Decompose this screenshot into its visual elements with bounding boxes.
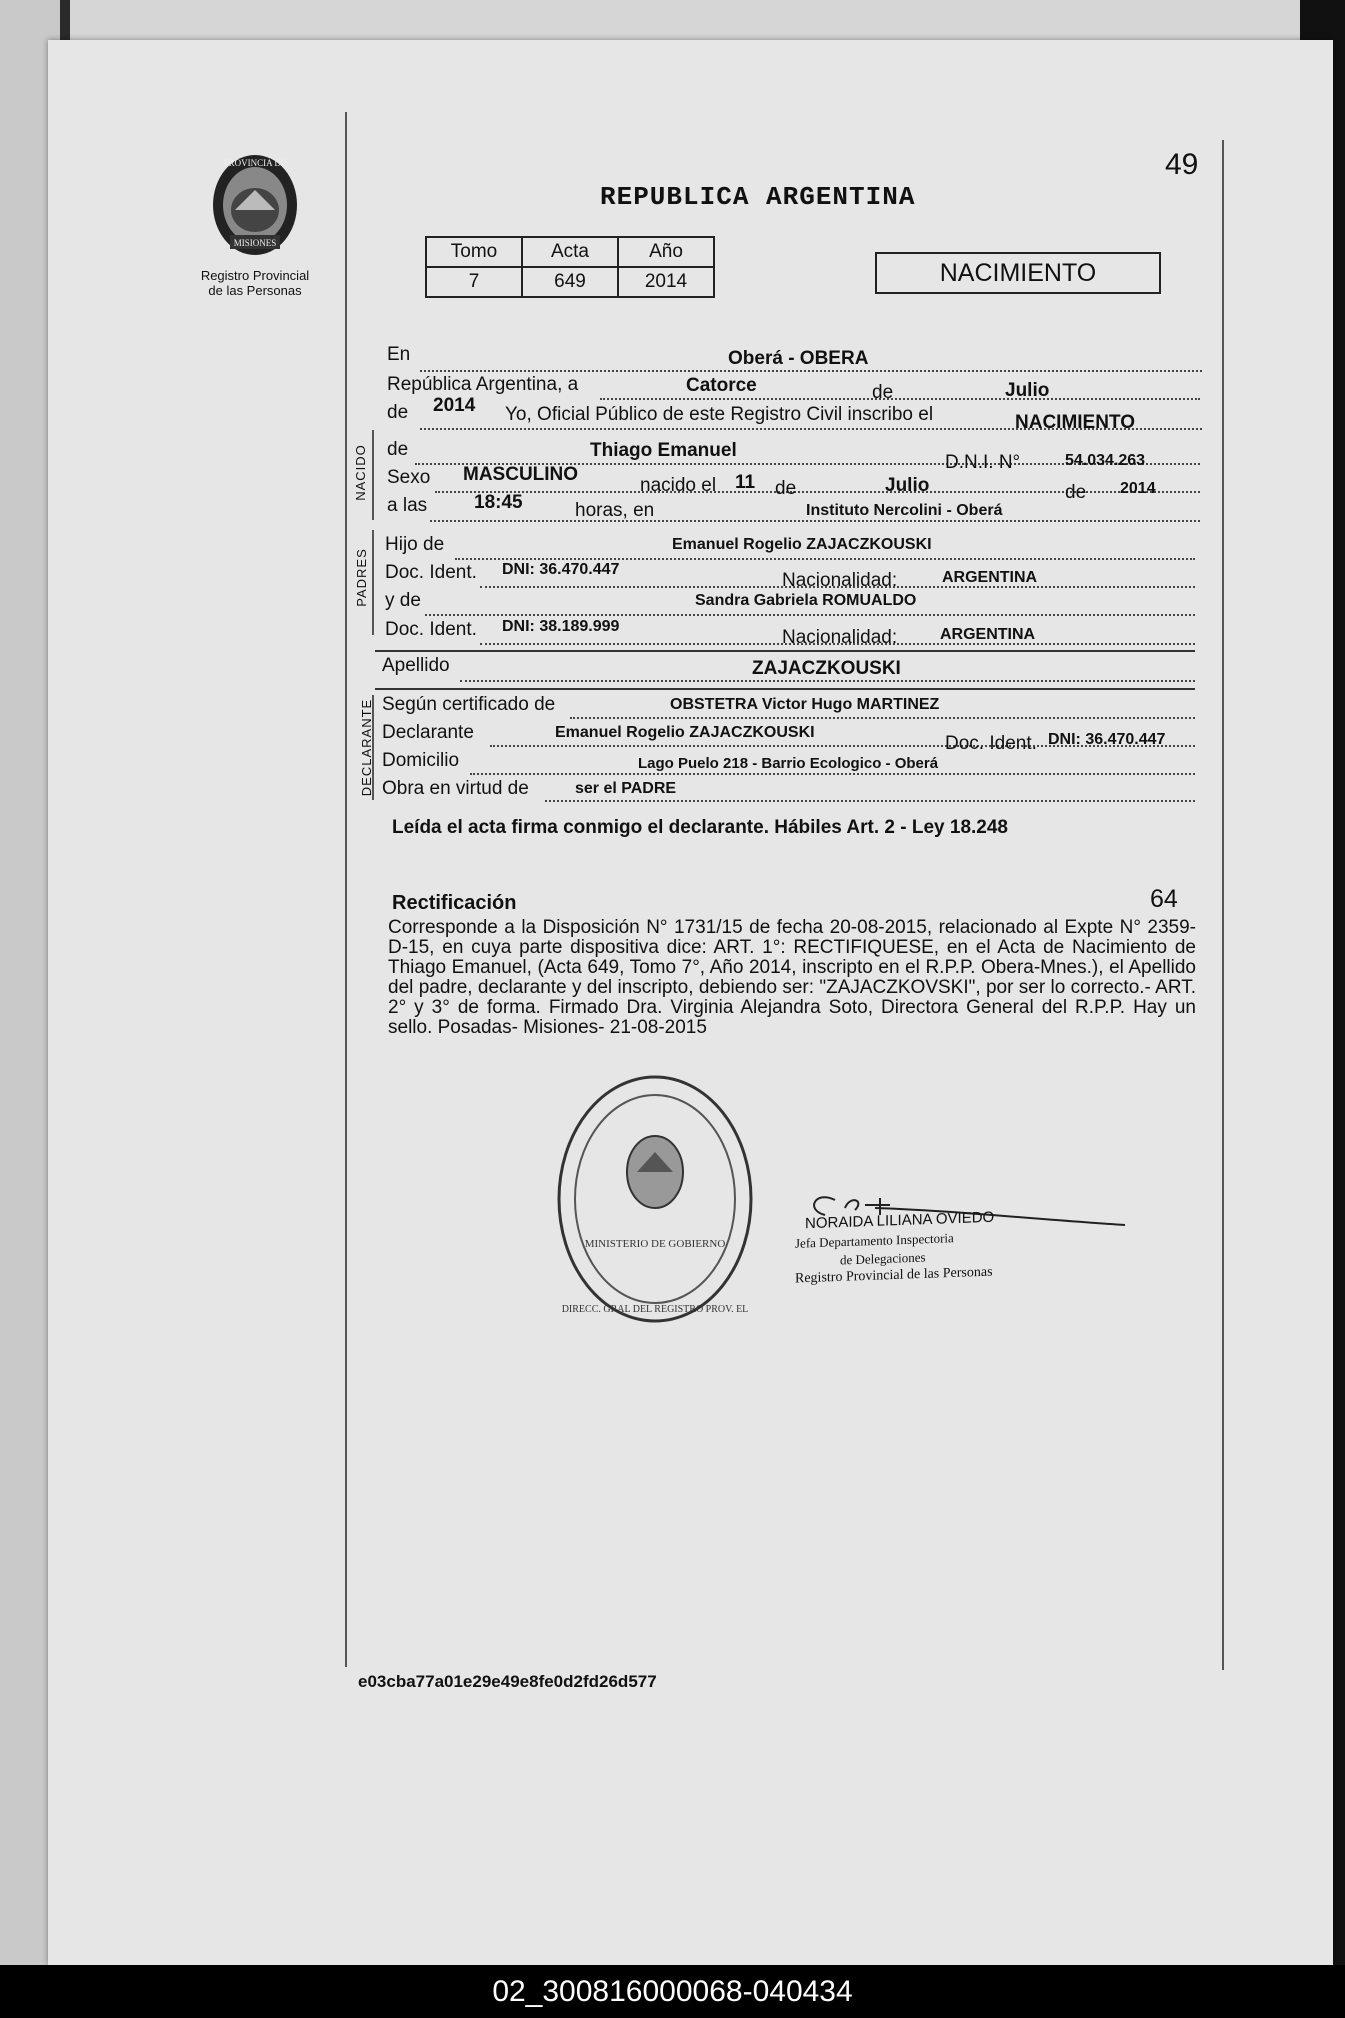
value-madre-nac: ARGENTINA: [940, 626, 1036, 643]
label-de: de: [872, 382, 894, 403]
label-declarante: Declarante: [382, 722, 474, 743]
label-horas-en: horas, en: [575, 500, 655, 521]
page-number: 49: [1165, 148, 1199, 181]
svg-text:MISIONES: MISIONES: [233, 238, 277, 248]
document-hash: e03cba77a01e29e49e8fe0d2fd26d577: [358, 1672, 657, 1691]
divider-declarante: [375, 688, 1195, 690]
registry-header-anio: Año: [618, 237, 714, 267]
value-nombre: Thiago Emanuel: [590, 440, 737, 461]
rectificacion-body: Corresponde a la Disposición N° 1731/15 de fecha 20-08-2015, relacionado al Expte N° 2359-D-15, en cuya parte dispositiva dice: ART. 1°: RECTIFIQUESE, en el Acta de Nacimiento de Thiago Emanuel, (Acta 649, Tomo 7°, Año 2014, inscripto en el R.P.P. Obera-Mnes.), el Apellido del padre, declarante y del inscripto, debiendo ser: "ZAJACZKOVSKI", por ser lo correcto.- ART. 2° y 3° de forma. Firmado Dra. Virginia Alejandra Soto, Directora General del R.P.P. Hay un sello. Posadas- Misiones- 21-08-2015: [388, 917, 1196, 1038]
label-apellido: Apellido: [382, 655, 450, 676]
left-margin-line: [345, 112, 347, 1667]
right-margin-line: [1222, 140, 1224, 1670]
dots-padre: [455, 558, 1195, 560]
label-republica: República Argentina, a: [387, 374, 579, 395]
logo-caption-line-2: de las Personas: [208, 283, 302, 298]
svg-text:PROVINCIA DE: PROVINCIA DE: [223, 158, 287, 168]
label-segun: Según certificado de: [382, 694, 556, 715]
record-type-box: NACIMIENTO: [875, 252, 1161, 294]
value-tipo: NACIMIENTO: [1015, 412, 1135, 433]
registry-header-acta: Acta: [522, 237, 618, 267]
dots-obra: [545, 800, 1195, 802]
label-de-anio: de: [1065, 482, 1087, 503]
stamp-outer-text: DIRECC. GRAL DEL REGISTRO PROV. EL: [561, 1304, 749, 1315]
value-padre: Emanuel Rogelio ZAJACZKOUSKI: [672, 536, 932, 553]
section-divider-padres: [372, 530, 374, 635]
label-a-las: a las: [387, 495, 428, 516]
logo-caption: [180, 268, 330, 298]
dots-en: [420, 370, 1202, 372]
signature-role-2: de Delegaciones: [840, 1249, 926, 1268]
value-sexo: MASCULINO: [463, 464, 579, 485]
section-label-nacido: NACIDO: [352, 444, 368, 501]
section-divider-nacido: [372, 430, 374, 520]
label-doc-ident-2: Doc. Ident.: [385, 619, 477, 640]
value-padre-nac: ARGENTINA: [942, 569, 1038, 586]
value-anio: 2014: [433, 395, 476, 416]
signature-name: NORAIDA LILIANA OVIEDO: [805, 1208, 995, 1233]
value-mes: Julio: [1005, 380, 1050, 401]
value-hora: 18:45: [474, 492, 523, 513]
label-nacionalidad-2: Nacionalidad:: [782, 627, 898, 648]
divider-apellido: [375, 650, 1195, 652]
document-title: REPUBLICA ARGENTINA: [600, 182, 916, 212]
label-nacionalidad-1: Nacionalidad:: [782, 570, 898, 591]
dots-hora: [430, 520, 1200, 522]
value-lugar-nac: Instituto Nercolini - Oberá: [806, 502, 1003, 519]
province-crest-logo: [200, 150, 310, 260]
registry-value-acta: 649: [522, 267, 618, 297]
value-certificado: OBSTETRA Victor Hugo MARTINEZ: [670, 696, 940, 713]
file-id-footer: 02_300816000068-040434: [0, 1965, 1345, 2018]
label-de2: de: [387, 402, 409, 423]
label-yo: Yo, Oficial Público de este Registro Civil inscribo el: [505, 404, 934, 425]
official-stamp: [555, 1072, 755, 1327]
registry-value-anio: 2014: [618, 267, 714, 297]
label-domicilio: Domicilio: [382, 750, 460, 771]
value-dia-texto: Catorce: [686, 375, 757, 396]
label-obra: Obra en virtud de: [382, 778, 529, 799]
value-obra: ser el PADRE: [575, 780, 677, 797]
dots-apellido: [460, 680, 1195, 682]
value-declarante: Emanuel Rogelio ZAJACZKOUSKI: [555, 724, 815, 741]
section-label-padres: PADRES: [353, 548, 369, 607]
rectificacion-number: 64: [1150, 885, 1178, 913]
label-y-de: y de: [385, 590, 421, 611]
rectificacion-title: Rectificación: [392, 892, 517, 914]
dots-domicilio: [470, 773, 1195, 775]
value-lugar: Oberá - OBERA: [728, 348, 869, 369]
label-en: En: [387, 344, 411, 365]
stamp-inner-text: MINISTERIO DE GOBIERNO: [584, 1238, 726, 1250]
dots-madre: [425, 614, 1195, 616]
logo-caption-line-1: Registro Provincial: [200, 268, 310, 283]
label-de-nombre: de: [387, 439, 409, 460]
label-doc-ident-3: Doc. Ident.: [945, 733, 1037, 754]
closing-statement: Leída el acta firma conmigo el declarante. Hábiles Art. 2 - Ley 18.248: [392, 817, 1008, 838]
registry-value-tomo: 7: [426, 267, 522, 297]
registry-table: [425, 236, 715, 298]
value-dni: 54.034.263: [1065, 452, 1146, 469]
label-hijo-de: Hijo de: [385, 534, 445, 555]
label-de-mes: de: [775, 478, 797, 499]
section-label-declarante: DECLARANTE: [359, 698, 375, 797]
label-dni: D.N.I. N°: [945, 452, 1021, 473]
label-sexo: Sexo: [387, 467, 431, 488]
label-nacido-el: nacido el: [640, 475, 717, 496]
dots-republica: [600, 398, 1200, 400]
value-domicilio: Lago Puelo 218 - Barrio Ecologico - Oberá: [638, 755, 939, 772]
label-doc-ident-1: Doc. Ident.: [385, 562, 477, 583]
value-madre: Sandra Gabriela ROMUALDO: [695, 592, 917, 609]
value-mes-nac: Julio: [885, 475, 930, 496]
value-dia-nac: 11: [735, 472, 756, 493]
value-madre-dni: DNI: 38.189.999: [502, 618, 620, 635]
value-apellido: ZAJACZKOUSKI: [752, 658, 901, 679]
registry-header-tomo: Tomo: [426, 237, 522, 267]
value-padre-dni: DNI: 36.470.447: [502, 561, 620, 578]
signature-role-3: Registro Provincial de las Personas: [795, 1264, 993, 1287]
signature-role-1: Jefa Departamento Inspectoria: [795, 1230, 954, 1251]
dots-certificado: [570, 717, 1195, 719]
value-anio-nac: 2014: [1120, 480, 1156, 497]
value-declarante-dni: DNI: 36.470.447: [1048, 731, 1166, 748]
